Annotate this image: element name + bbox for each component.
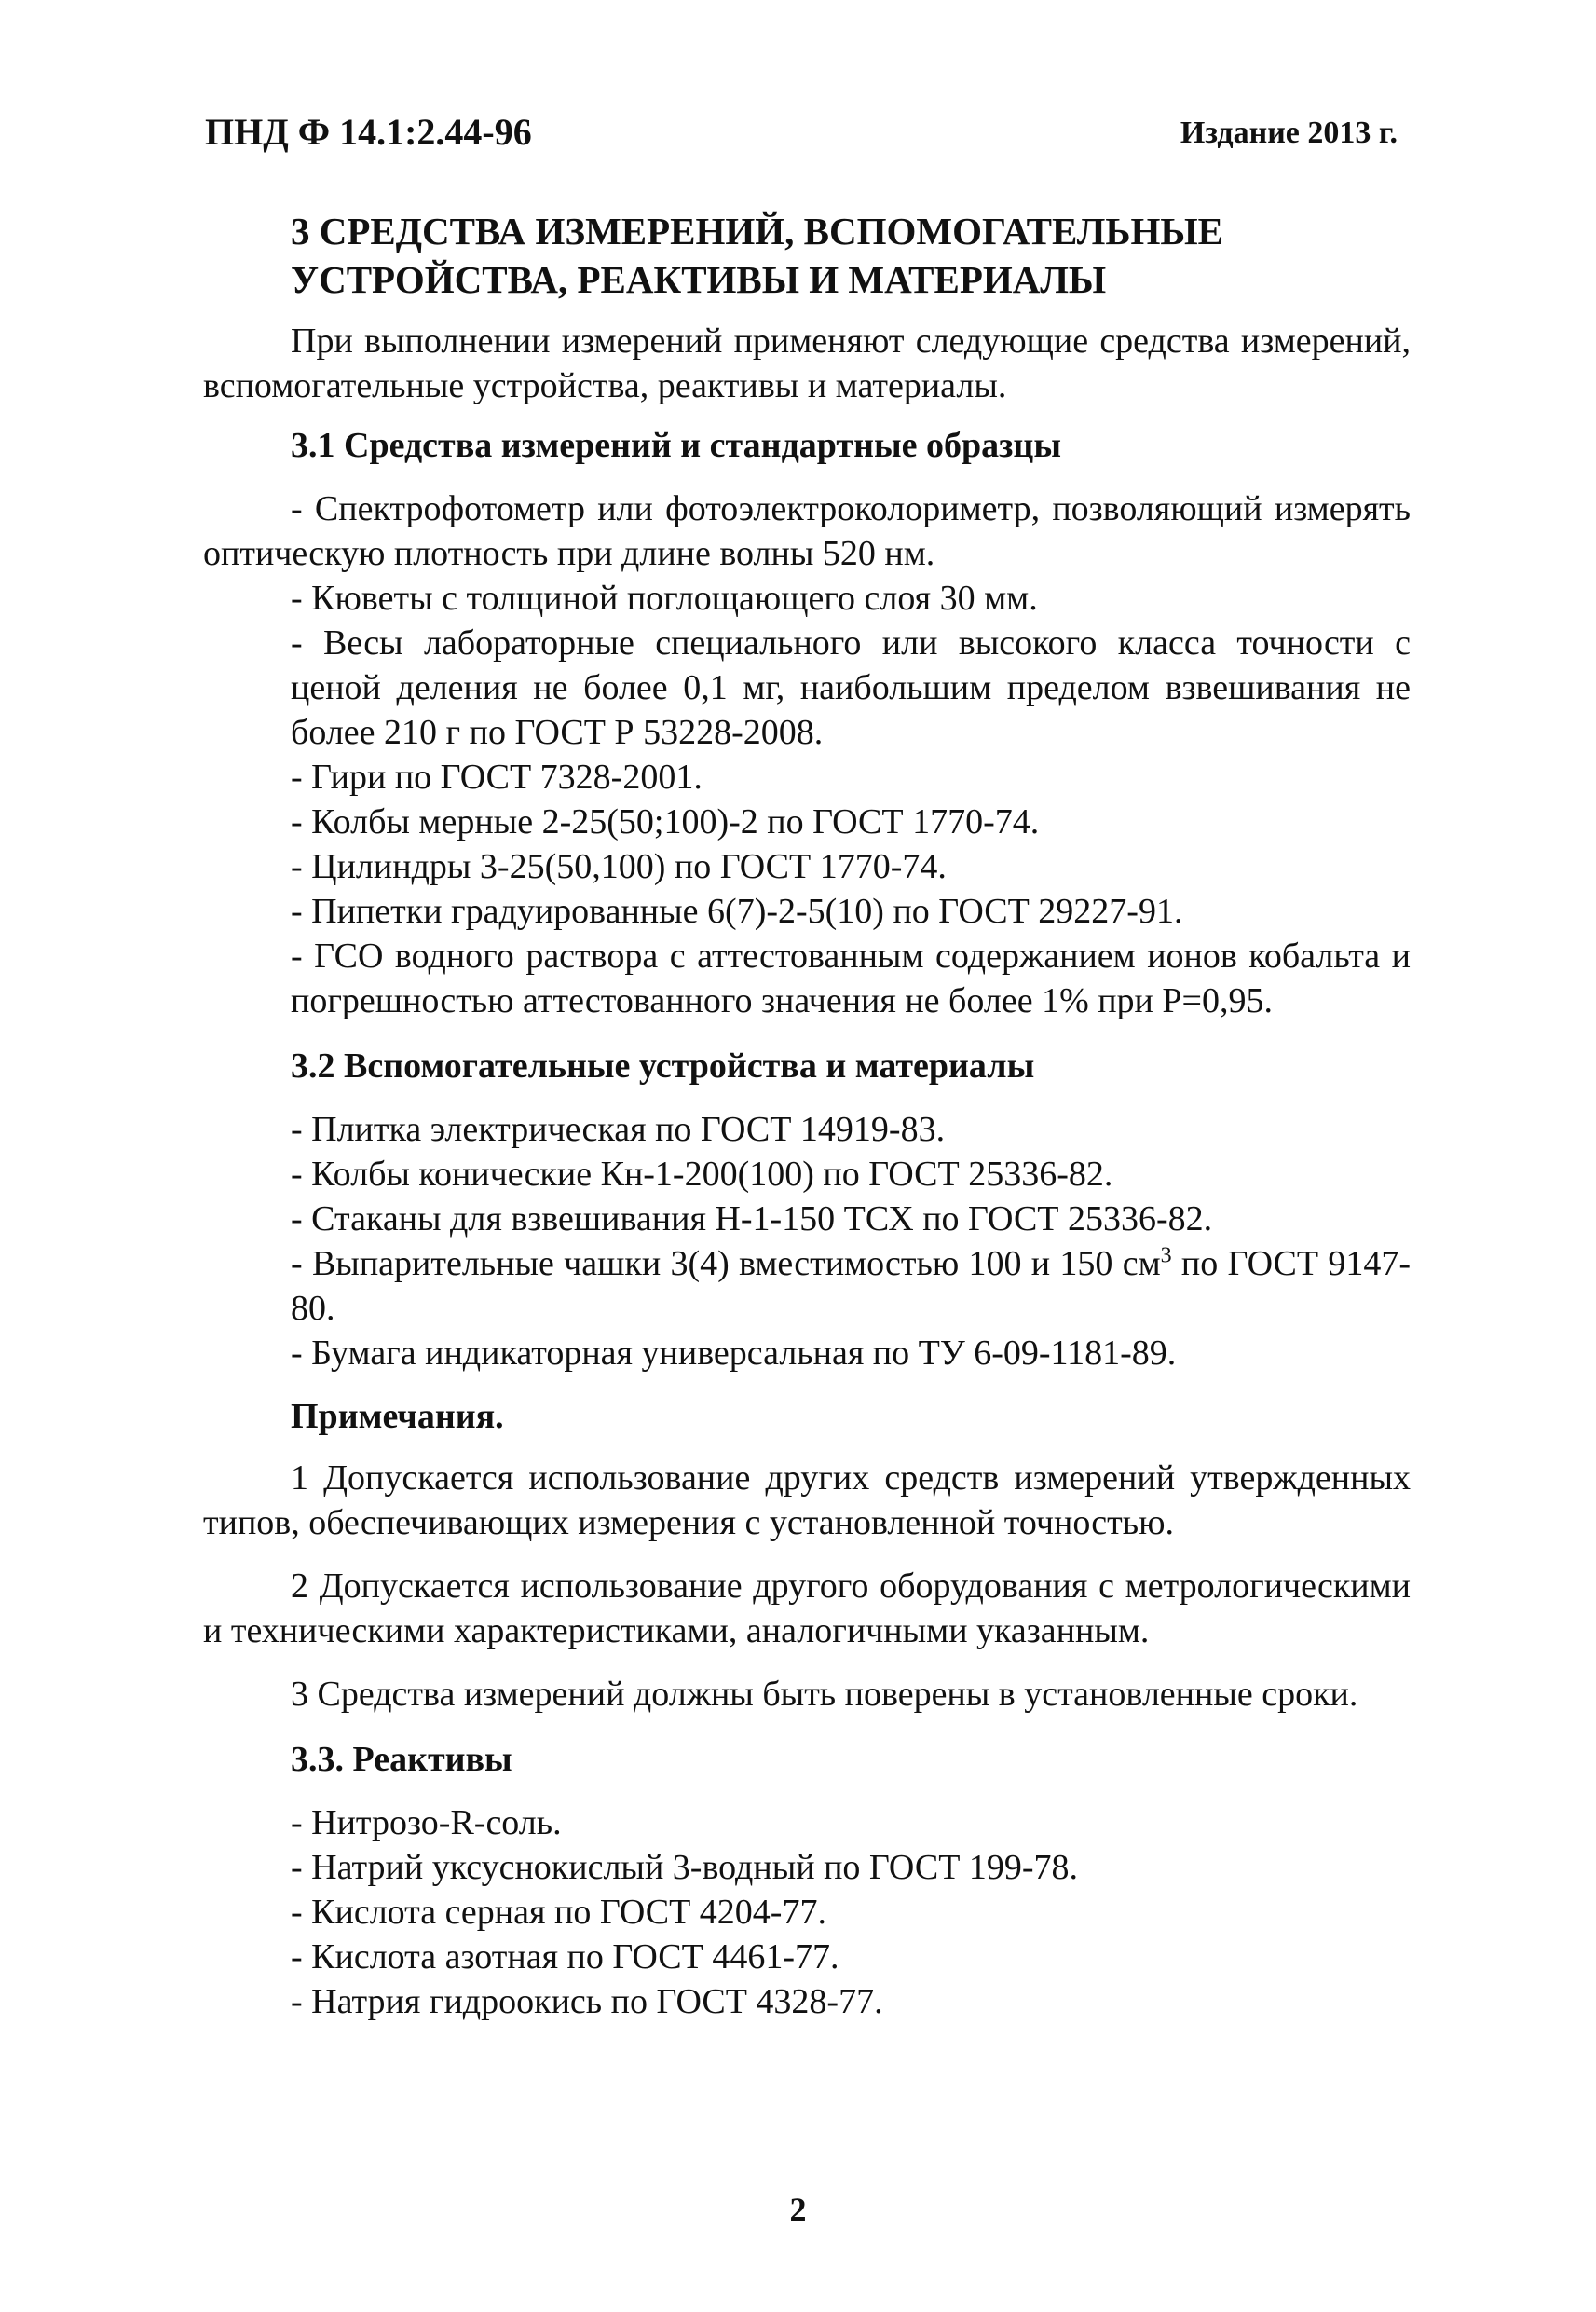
note-item: 2 Допускается использование другого оборудования с метрологическими и техническими характеристиками, аналогичными указанным. (203, 1566, 1411, 1650)
list-item: - Натрий уксуснокислый 3-водный по ГОСТ 199-78. (291, 1848, 1079, 1887)
edition-label: Издание 2013 г. (1180, 116, 1398, 150)
list-item-evaporating-cups (203, 1241, 1411, 1331)
document-code: ПНД Ф 14.1:2.44-96 (205, 111, 532, 153)
cups-text: - Выпарительные чашки 3(4) вместимостью 100 и 150 см (291, 1244, 1161, 1283)
list-item: - Натрия гидроокись по ГОСТ 4328-77. (291, 1982, 883, 2021)
subsection-title-reagents: 3.3. Реактивы (291, 1740, 512, 1779)
auxiliary-devices-list (203, 1107, 1411, 1375)
note-item: 3 Средства измерений должны быть поверены в установленные сроки. (291, 1675, 1358, 1714)
page-content (203, 207, 1411, 2043)
note-item: 1 Допускается использование других средств измерений утвержденных типов, обеспечивающих измерения с установленной точностью. (203, 1458, 1411, 1542)
list-item: - Весы лабораторные специального или высокого класса точности с ценой деления не более 0,1 мг, наибольшим пределом взвешивания не более 210 г по ГОСТ Р 53228-2008. (291, 623, 1411, 752)
list-item: - Стаканы для взвешивания Н-1-150 ТСХ по ГОСТ 25336-82. (291, 1199, 1213, 1238)
subsection-title-auxiliary-devices: 3.2 Вспомогательные устройства и материалы (291, 1047, 1035, 1086)
measurement-tools-list (203, 486, 1411, 1023)
list-item: - Пипетки градуированные 6(7)-2-5(10) по ГОСТ 29227-91. (291, 892, 1183, 931)
list-item: - Цилиндры 3-25(50,100) по ГОСТ 1770-74. (291, 847, 947, 886)
page-number: 2 (789, 2191, 807, 2228)
list-item: - Колбы конические Кн-1-200(100) по ГОСТ 25336-82. (291, 1155, 1113, 1194)
list-item: - Бумага индикаторная универсальная по ТУ 6-09-1181-89. (291, 1334, 1177, 1373)
subsection-title-measurement-tools: 3.1 Средства измерений и стандартные образцы (291, 426, 1061, 465)
list-item: - ГСО водного раствора с аттестованным содержанием ионов кобальта и погрешностью аттестованного значения не более 1% при Р=0,95. (291, 937, 1411, 1020)
list-item: - Кислота азотная по ГОСТ 4461-77. (291, 1937, 839, 1977)
superscript-3: 3 (1160, 1243, 1172, 1268)
list-item: - Колбы мерные 2-25(50;100)-2 по ГОСТ 1770-74. (291, 802, 1040, 841)
section-title: 3 СРЕДСТВА ИЗМЕРЕНИЙ, ВСПОМОГАТЕЛЬНЫЕ УСТРОЙСТВА, РЕАКТИВЫ И МАТЕРИАЛЫ (291, 210, 1223, 301)
list-item: - Нитрозо-R-соль. (291, 1803, 562, 1842)
list-item: - Гири по ГОСТ 7328-2001. (291, 758, 703, 797)
reagents-list (203, 1800, 1411, 2024)
notes-title: Примечания. (291, 1397, 504, 1436)
list-item: - Плитка электрическая по ГОСТ 14919-83. (291, 1110, 946, 1149)
section-intro: При выполнении измерений применяют следующие средства измерений, вспомогательные устройства, реактивы и материалы. (203, 321, 1411, 405)
cups-text-end: по ГОСТ 9147-80. (291, 1244, 1411, 1328)
list-item: - Спектрофотометр или фотоэлектроколориметр, позволяющий измерять оптическую плотность при длине волны 520 нм. (203, 489, 1411, 573)
list-item: - Кюветы с толщиной поглощающего слоя 30 мм. (291, 579, 1038, 618)
list-item: - Кислота серная по ГОСТ 4204-77. (291, 1893, 826, 1932)
